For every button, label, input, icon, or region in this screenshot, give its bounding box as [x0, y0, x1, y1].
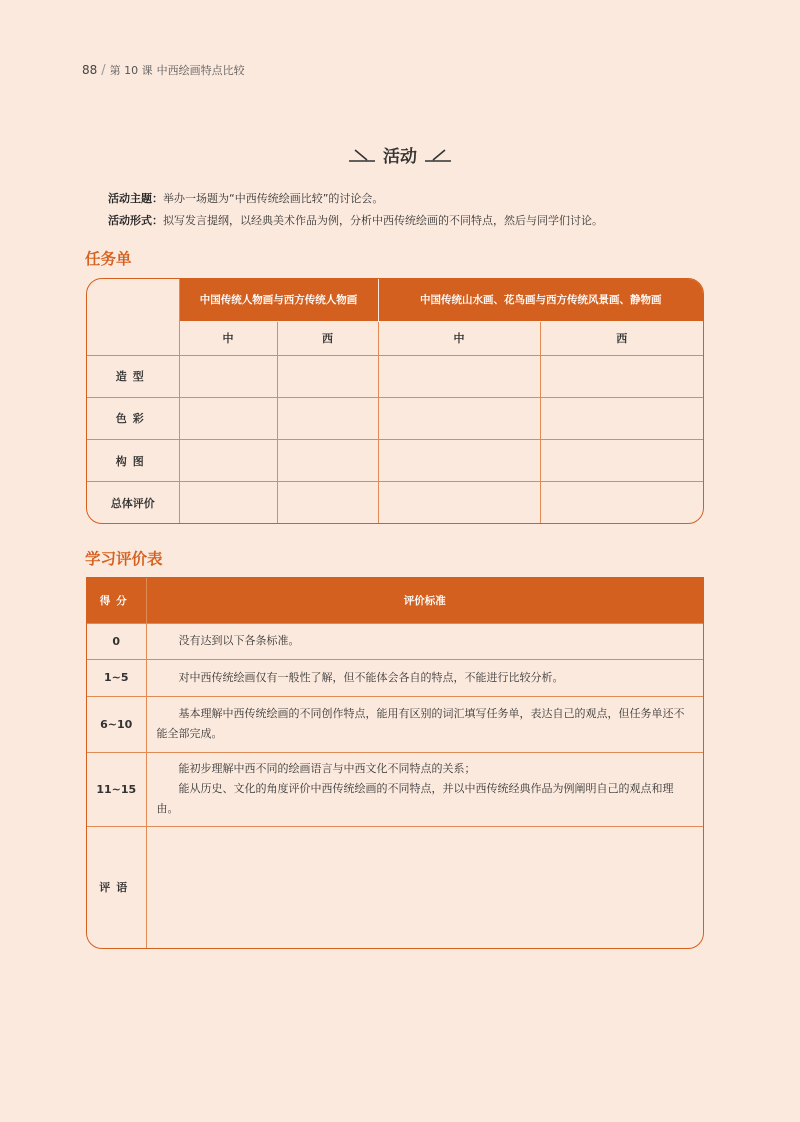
task-cell[interactable]: [179, 440, 277, 482]
left-pencil-icon: [347, 147, 377, 163]
eval-criteria: [146, 623, 703, 659]
task-cell[interactable]: [179, 397, 277, 439]
task-cell[interactable]: [179, 482, 277, 523]
eval-criteria: [146, 659, 703, 696]
task-sub-header: 西: [277, 321, 378, 355]
lesson-number: 第 10 课: [109, 64, 153, 77]
eval-score: 11~15: [87, 752, 146, 826]
task-cell[interactable]: [378, 355, 540, 397]
evaluation-title: 学习评价表: [85, 550, 163, 568]
activity-description: [108, 188, 603, 232]
eval-score: 1~5: [87, 659, 146, 696]
eval-score: 0: [87, 623, 146, 659]
activity-format-label: 活动形式：: [108, 214, 163, 227]
task-cell[interactable]: [540, 355, 703, 397]
task-sheet-title: 任务单: [85, 250, 132, 268]
activity-title: 活动: [383, 147, 417, 167]
eval-header-score: 得分: [87, 578, 146, 623]
activity-format-line: [108, 210, 603, 232]
header-separator: /: [101, 62, 106, 78]
eval-criteria: [146, 752, 703, 826]
task-row-label: 总体评价: [87, 482, 179, 523]
right-pencil-icon: [423, 147, 453, 163]
activity-theme-line: [108, 188, 603, 210]
activity-heading: [0, 142, 800, 167]
lesson-title: 中西绘画特点比较: [156, 64, 245, 77]
eval-header-criteria: 评价标准: [146, 578, 703, 623]
eval-criteria-line: 没有达到以下各条标准。: [178, 634, 300, 647]
eval-criteria-line: 能初步理解中西不同的绘画语言与中西文化不同特点的关系；: [178, 762, 476, 775]
task-sub-header: 中: [179, 321, 277, 355]
page-header: [82, 62, 245, 78]
eval-criteria-line: 基本理解中西传统绘画的不同创作特点，能用有区别的词汇填写任务单，表达自己的观点，但任务单还不能全部完成。: [156, 707, 685, 740]
page-number: 88: [82, 63, 98, 77]
activity-theme-label: 活动主题：: [108, 192, 163, 205]
task-cell[interactable]: [540, 397, 703, 439]
activity-format-text: 拟写发言提纲，以经典美术作品为例，分析中西传统绘画的不同特点，然后与同学们讨论。: [163, 214, 603, 227]
activity-theme-text: 举办一场题为“中西传统绘画比较”的讨论会。: [163, 192, 384, 205]
task-cell[interactable]: [378, 440, 540, 482]
task-row-label: 构图: [87, 440, 179, 482]
task-cell[interactable]: [378, 482, 540, 523]
task-corner-cell: [87, 279, 179, 355]
task-cell[interactable]: [540, 440, 703, 482]
eval-comment-field[interactable]: [146, 826, 703, 948]
task-cell[interactable]: [277, 355, 378, 397]
task-sheet-table: [86, 278, 704, 524]
task-sub-header: 西: [540, 321, 703, 355]
task-group-header: 中国传统人物画与西方传统人物画: [179, 279, 378, 321]
eval-criteria: [146, 696, 703, 752]
eval-criteria-line: 能从历史、文化的角度评价中西传统绘画的不同特点，并以中西传统经典作品为例阐明自己的观点和理由。: [156, 782, 674, 815]
task-sub-header: 中: [378, 321, 540, 355]
task-cell[interactable]: [378, 397, 540, 439]
task-cell[interactable]: [540, 482, 703, 523]
task-cell[interactable]: [277, 397, 378, 439]
task-cell[interactable]: [277, 440, 378, 482]
task-cell[interactable]: [179, 355, 277, 397]
task-cell[interactable]: [277, 482, 378, 523]
task-row-label: 色彩: [87, 397, 179, 439]
evaluation-table: [86, 577, 704, 949]
eval-comment-label: 评语: [87, 826, 146, 948]
task-group-header: 中国传统山水画、花鸟画与西方传统风景画、静物画: [378, 279, 703, 321]
eval-score: 6~10: [87, 696, 146, 752]
task-row-label: 造型: [87, 355, 179, 397]
eval-criteria-line: 对中西传统绘画仅有一般性了解，但不能体会各自的特点，不能进行比较分析。: [178, 670, 564, 684]
